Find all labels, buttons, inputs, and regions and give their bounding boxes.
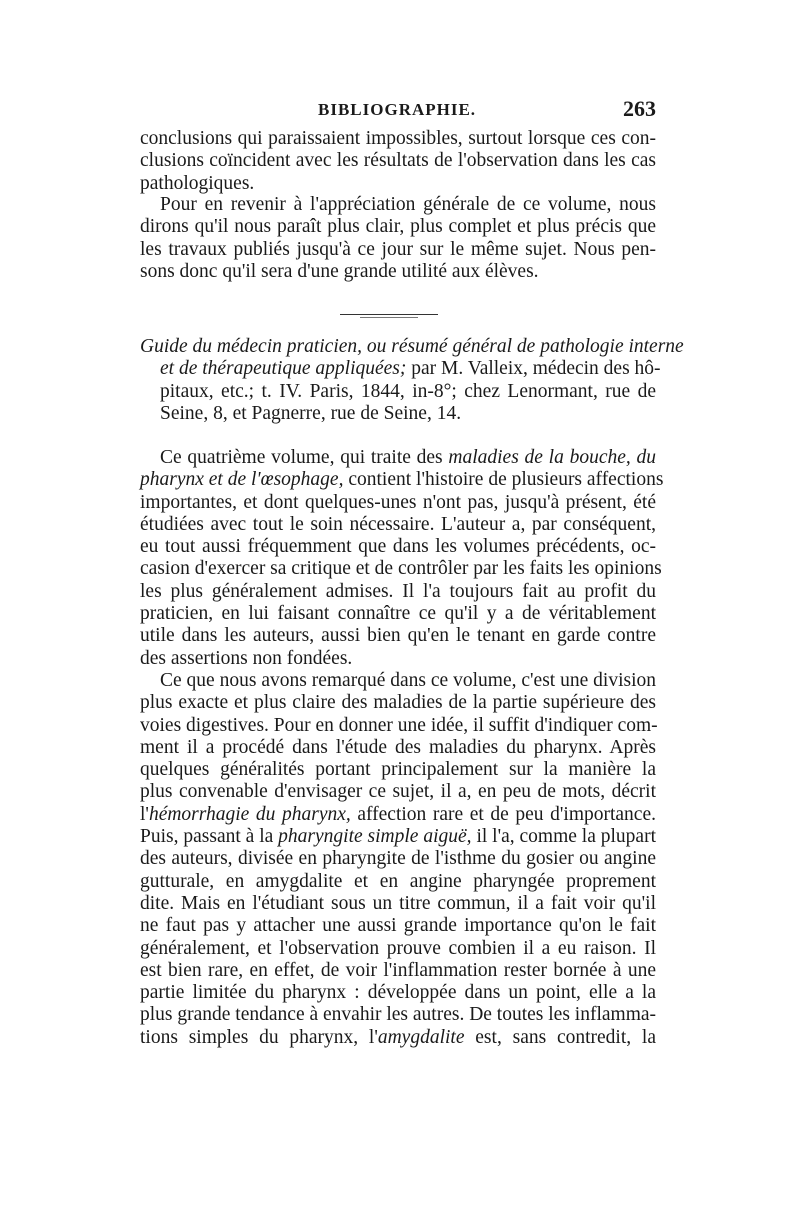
citation-line: [140, 336, 684, 358]
page-number: 263: [623, 96, 656, 121]
text-line: conclusions qui paraissaient impossibles, surtout lorsque ces con-: [140, 128, 656, 149]
text-line: [140, 469, 664, 491]
text-line: praticien, en lui faisant connaître ce qu'il y a de véritablement: [140, 603, 656, 625]
running-header: [140, 96, 656, 130]
text-line: partie limitée du pharynx : développée dans un point, elle a la: [140, 982, 656, 1004]
text-line: plus convenable d'envisager ce sujet, il a, en peu de mots, décrit: [140, 781, 656, 803]
text-line: plus grande tendance à envahir les autres. De toutes les inflamma-: [140, 1004, 657, 1026]
text-line: ne faut pas y attacher une aussi grande importance qu'on le fait: [140, 915, 656, 937]
text-line: casion d'exercer sa critique et de contrôler par les faits les opinions: [140, 558, 662, 580]
book-citation: [140, 336, 684, 425]
text-span: tions simples du pharynx, l': [140, 1026, 378, 1048]
running-title: BIBLIOGRAPHIE.: [318, 100, 477, 119]
book-title-cont: et de thérapeutique appliquées;: [160, 358, 407, 380]
text-span: contient l'histoire de plusieurs affections: [343, 469, 664, 491]
text-line: généralement, et l'observation prouve combien il a eu raison. Il: [140, 937, 656, 959]
text-line: eu tout aussi fréquemment que dans les volumes précédents, oc-: [140, 536, 656, 558]
text-line: des assertions non fondées.: [140, 647, 353, 669]
text-line: étudiées avec tout le soin nécessaire. L'auteur a, par conséquent,: [140, 513, 656, 535]
text-line: plus exacte et plus claire des maladies de la partie supérieure des: [140, 692, 656, 714]
text-line: des auteurs, divisée en pharyngite de l'isthme du gosier ou angine: [140, 848, 656, 870]
italic-term: amygdalite: [377, 1026, 465, 1048]
text-line: [140, 447, 656, 469]
text-span: est, sans contredit, la: [464, 1026, 656, 1048]
paragraph-conclusion: [140, 194, 656, 283]
citation-line: pitaux, etc.; t. IV. Paris, 1844, in-8°; chez Lenormant, rue de: [160, 380, 656, 402]
text-span: il l'a, comme la plupart: [471, 826, 656, 848]
text-line: quelques généralités portant principalement sur la manière la: [140, 759, 656, 781]
separator-line: [340, 314, 438, 315]
text-line: ment il a procédé dans l'étude des maladies du pharynx. Après: [140, 736, 656, 758]
text-line: importantes, et dont quelques-unes n'ont pas, jusqu'à présent, été: [140, 491, 656, 513]
text-span: Ce quatrième volume, qui traite des: [160, 447, 449, 468]
italic-term: pharynx et de l'œsophage,: [140, 469, 344, 491]
separator-line-short: [360, 317, 419, 318]
paragraph-pharynx-division: [140, 670, 656, 1049]
text-span: l': [140, 803, 149, 825]
citation-line: Seine, 8, et Pagnerre, rue de Seine, 14.: [160, 402, 462, 424]
text-line: est bien rare, en effet, de voir l'inflammation rester bornée à une: [140, 959, 656, 981]
book-title: Guide du médecin praticien, ou résumé général de pathologie interne: [140, 336, 684, 357]
text-span: Puis, passant à la: [140, 826, 279, 848]
italic-term: pharyngite simple aiguë,: [278, 826, 472, 848]
text-line: [140, 1027, 656, 1049]
text-line: [140, 804, 656, 826]
text-line: Ce que nous avons remarqué dans ce volume, c'est une division: [160, 670, 656, 691]
citation-line: [140, 358, 661, 380]
text-line: sons donc qu'il sera d'une grande utilité aux élèves.: [140, 260, 539, 282]
text-line: les travaux publiés jusqu'à ce jour sur le même sujet. Nous pen-: [140, 238, 656, 260]
citation-author: par M. Valleix, médecin des hô-: [406, 358, 661, 380]
text-line: utile dans les auteurs, aussi bien qu'en le tenant en garde contre: [140, 625, 656, 647]
italic-term: maladies de la bouche, du: [448, 447, 656, 468]
text-line: gutturale, en amygdalite et en angine pharyngée proprement: [140, 870, 656, 892]
paragraph-volume-description: [140, 447, 664, 670]
italic-term: hémorrhagie du pharynx,: [148, 803, 351, 825]
text-line: clusions coïncident avec les résultats de l'observation dans les cas: [140, 150, 656, 172]
text-line: Pour en revenir à l'appréciation générale de ce volume, nous: [160, 194, 656, 215]
text-line: pathologiques.: [140, 172, 255, 194]
text-line: dirons qu'il nous paraît plus clair, plus complet et plus précis que: [140, 216, 656, 238]
paragraph-continuation: [140, 128, 656, 195]
text-line: [140, 826, 656, 848]
section-separator: [340, 314, 438, 320]
text-line: dite. Mais en l'étudiant sous un titre commun, il a fait voir qu'il: [140, 892, 656, 914]
text-span: affection rare et de peu d'importance.: [350, 803, 656, 825]
text-line: voies digestives. Pour en donner une idée, il suffit d'indiquer com-: [140, 714, 658, 736]
text-line: les plus généralement admises. Il l'a toujours fait au profit du: [140, 580, 656, 602]
